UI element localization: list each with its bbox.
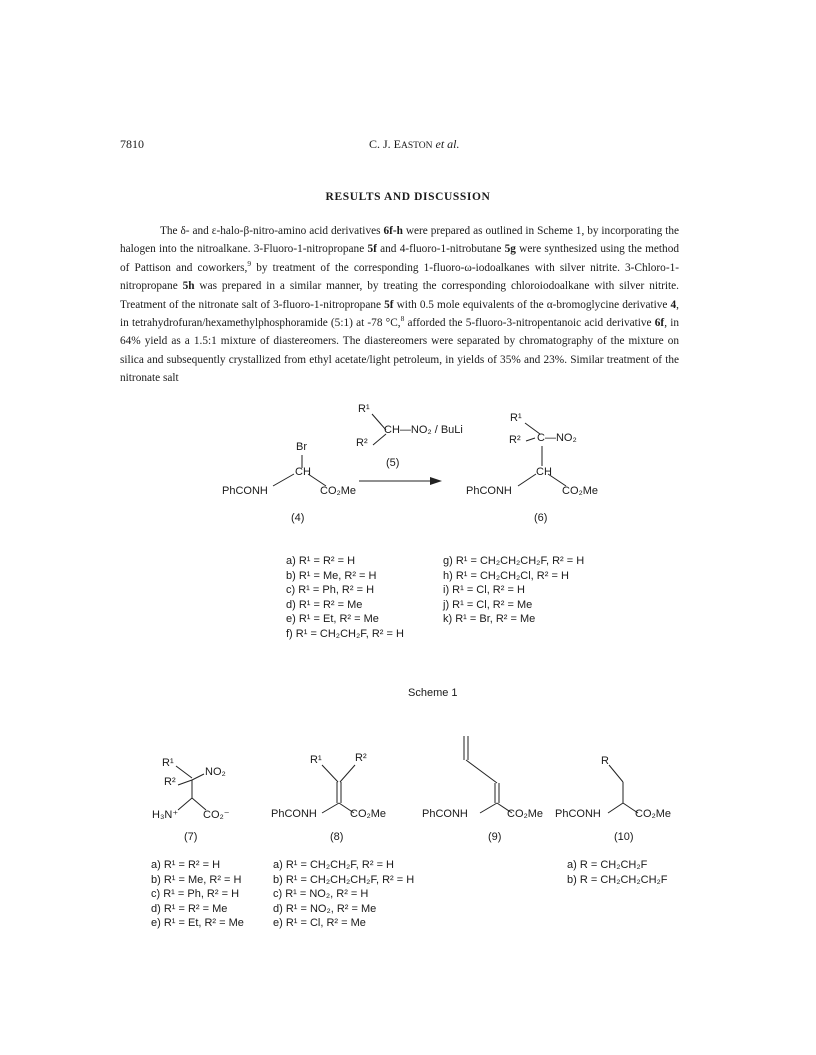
c4-br: Br (296, 441, 307, 453)
bond-ch-nh6 (518, 474, 536, 486)
list-item: f) R¹ = CH₂CH₂F, R² = H (286, 627, 404, 640)
author-initial: C. J. E (369, 137, 402, 151)
paragraph-text: The δ- and ε-halo-β-nitro-amino acid derivatives 6f-h were prepared as outlined in Scheme 1, by incorporating the halogen into the nitroalkane. 3-Fluoro-1-nitropropane 5f and 4-fluoro-1-nitrobutane 5g were synthesized using the method of Pattison and coworkers,$^9$ by treatment of the corresponding 1-fluoro-ω-iodoalkanes with silver nitrite. 3-Chloro-1-nitropropane 5h was prepared in a similar manner, by treating the corresponding chloroiodoalkane with silver nitrite. Treatment of the nitronate salt of 3-fluoro-1-nitropropane 5f with 0.5 mole equivalents of the α-bromoglycine derivative 4, in tetrahydrofuran/hexamethylphosphoramide (5:1) at -78 °C,$^8$ afforded the 5-fluoro-3-nitropentanoic acid derivative 6f, in 64% yield as a 1.5:1 mixture of diastereomers. The diastereomers were separated by chromatography of the mixture on silica and subsequently crystallized from ethyl acetate/light petroleum, in yields of 35% and 23%. Similar treatment of the nitronate salt (120, 225, 679, 385)
list-item: k) R¹ = Br, R² = Me (443, 613, 536, 625)
c8-phconh: PhCONH (271, 808, 317, 820)
bond7-n (178, 798, 192, 810)
c8-r1: R¹ (310, 754, 322, 766)
c10-r: R (601, 755, 609, 767)
c4-phconh: PhCONH (222, 485, 268, 497)
list-compound-7 (151, 858, 244, 931)
list-item: a) R¹ = R² = H (286, 555, 356, 567)
reaction-arrow-head (430, 477, 442, 485)
list-item: b) R¹ = Me, R² = H (286, 569, 377, 582)
bond9-chain (466, 760, 497, 783)
c7-r1: R¹ (162, 757, 174, 769)
list-compound-8 (273, 858, 414, 931)
bond8-nh (322, 803, 339, 813)
bond8-r1 (322, 765, 338, 782)
bond-ch-nh (273, 474, 294, 486)
c9-co2me: CO₂Me (507, 808, 544, 820)
list-item: g) R¹ = CH₂CH₂CH₂F, R² = H (443, 555, 585, 567)
list-item: c) R¹ = NO₂, R² = H (273, 888, 369, 900)
bond7-r1 (176, 766, 192, 778)
list-item: d) R¹ = NO₂, R² = Me (273, 902, 377, 915)
c9-phconh: PhCONH (422, 808, 468, 820)
list-item: a) R = CH₂CH₂F (567, 859, 648, 871)
bond7-r2 (178, 780, 192, 785)
scheme-list-left (286, 554, 404, 641)
c4-co2me: CO₂Me (320, 485, 357, 497)
c6-co2me: CO₂Me (562, 485, 599, 497)
c9-label: (9) (488, 831, 502, 843)
c8-r2: R² (355, 752, 367, 764)
scheme-caption: Scheme 1 (408, 687, 458, 699)
c4-label: (4) (291, 512, 305, 524)
c7-co2: CO₂⁻ (203, 809, 230, 821)
list-item: d) R¹ = R² = Me (286, 598, 363, 611)
c10-co2me: CO₂Me (635, 808, 672, 820)
list-item: e) R¹ = Et, R² = Me (286, 613, 379, 625)
bond7-no2 (192, 774, 204, 780)
c4-ch: CH (295, 466, 311, 478)
bond10-nh (608, 803, 623, 813)
reagent-r1: R¹ (358, 403, 370, 415)
c6-ch: CH (536, 466, 552, 478)
bond9-nh (480, 803, 497, 813)
author-etal: et al. (435, 137, 460, 151)
page-number: 7810 (120, 137, 144, 151)
list-item: a) R¹ = CH₂CH₂F, R² = H (273, 859, 394, 871)
list-item: j) R¹ = Cl, R² = Me (443, 598, 533, 611)
author-surname-smallcaps: ASTON (401, 141, 433, 151)
c10-label: (10) (614, 831, 634, 843)
c6-r2: R² (509, 434, 521, 446)
c6-label: (6) (534, 512, 548, 524)
c7-r2: R² (164, 776, 176, 788)
c6-c-no2: C—NO₂ (537, 432, 577, 444)
c6-phconh: PhCONH (466, 485, 512, 497)
list-compound-10 (567, 858, 668, 887)
list-item: e) R¹ = Cl, R² = Me (273, 917, 366, 929)
list-item: a) R¹ = R² = H (151, 859, 221, 871)
c10-phconh: PhCONH (555, 808, 601, 820)
list-item: h) R¹ = CH₂CH₂Cl, R² = H (443, 569, 569, 582)
c6-r1: R¹ (510, 412, 522, 424)
list-item: b) R = CH₂CH₂CH₂F (567, 873, 668, 886)
c8-co2me: CO₂Me (350, 808, 387, 820)
list-item: c) R¹ = Ph, R² = H (286, 584, 375, 596)
c7-no2: NO₂ (205, 766, 226, 778)
reagent-r2: R² (356, 437, 368, 449)
bond8-r2 (340, 765, 355, 782)
scheme-list-right (443, 554, 584, 627)
bond10-r (609, 765, 623, 782)
reagent-number: (5) (386, 457, 400, 469)
section-heading: RESULTS AND DISCUSSION (325, 191, 491, 203)
c7-h3n: H₃N⁺ (152, 809, 179, 821)
reagent-chain: CH—NO₂ / BuLi (384, 424, 463, 436)
c8-label: (8) (330, 831, 344, 843)
list-item: d) R¹ = R² = Me (151, 902, 228, 915)
list-item: e) R¹ = Et, R² = Me (151, 917, 244, 929)
list-item: c) R¹ = Ph, R² = H (151, 888, 240, 900)
bond-r2-c (526, 438, 535, 441)
c7-label: (7) (184, 831, 198, 843)
list-item: i) R¹ = Cl, R² = H (443, 584, 525, 596)
list-item: b) R¹ = CH₂CH₂CH₂F, R² = H (273, 873, 415, 886)
list-item: b) R¹ = Me, R² = H (151, 873, 242, 886)
